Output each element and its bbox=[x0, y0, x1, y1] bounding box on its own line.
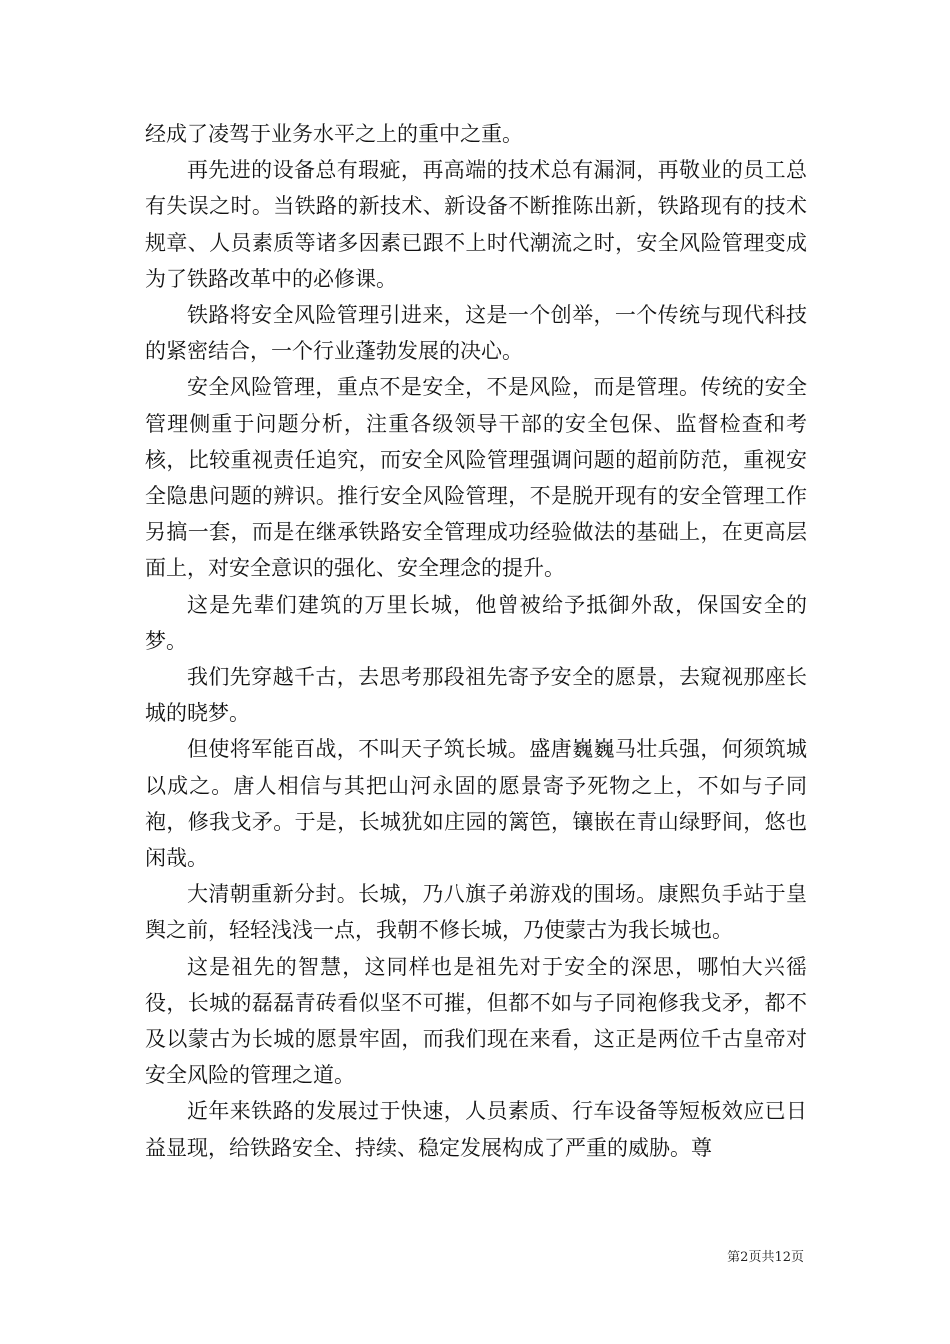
paragraph: 大清朝重新分封。长城，乃八旗子弟游戏的围场。康熙负手站于皇舆之前，轻轻浅浅一点，我朝不修长城，乃使蒙古为我长城也。 bbox=[145, 882, 807, 943]
paragraph: 但使将军能百战，不叫天子筑长城。盛唐巍巍马壮兵强，何须筑城以成之。唐人相信与其把山河永固的愿景寄予死物之上，不如与子同袍，修我戈矛。于是，长城犹如庄园的篱笆，镶嵌在青山绿野间，悠也闲哉。 bbox=[145, 737, 807, 871]
paragraph: 安全风险管理，重点不是安全，不是风险，而是管理。传统的安全管理侧重于问题分析，注重各级领导干部的安全包保、监督检查和考核，比较重视责任追究，而安全风险管理强调问题的超前防范，重视安全隐患问题的辨识。推行安全风险管理，不是脱开现有的安全管理工作另搞一套，而是在继承铁路安全管理成功经验做法的基础上，在更高层面上，对安全意识的强化、安全理念的提升。 bbox=[145, 375, 807, 581]
paragraph: 我们先穿越千古，去思考那段祖先寄予安全的愿景，去窥视那座长城的晓梦。 bbox=[145, 665, 807, 726]
paragraph: 再先进的设备总有瑕疵，再高端的技术总有漏洞，再敬业的员工总有失误之时。当铁路的新技术、新设备不断推陈出新，铁路现有的技术规章、人员素质等诸多因素已跟不上时代潮流之时，安全风险管理变成为了铁路改革中的必修课。 bbox=[145, 158, 807, 291]
paragraph: 近年来铁路的发展过于快速，人员素质、行车设备等短板效应已日益显现，给铁路安全、持续、稳定发展构成了严重的威胁。尊 bbox=[145, 1099, 807, 1160]
document-body bbox=[145, 116, 807, 1166]
paragraph: 经成了凌驾于业务水平之上的重中之重。 bbox=[145, 122, 523, 146]
paragraph: 铁路将安全风险管理引进来，这是一个创举，一个传统与现代科技的紧密结合，一个行业蓬勃发展的决心。 bbox=[145, 303, 807, 364]
paragraph: 这是先辈们建筑的万里长城，他曾被给予抵御外敌，保国安全的梦。 bbox=[145, 592, 807, 653]
page-number-footer: 第2页共12页 bbox=[727, 1250, 804, 1265]
paragraph: 这是祖先的智慧，这同样也是祖先对于安全的深思，哪怕大兴徭役，长城的磊磊青砖看似坚不可摧，但都不如与子同袍修我戈矛，都不及以蒙古为长城的愿景牢固，而我们现在来看，这正是两位千古皇帝对安全风险的管理之道。 bbox=[145, 954, 807, 1088]
